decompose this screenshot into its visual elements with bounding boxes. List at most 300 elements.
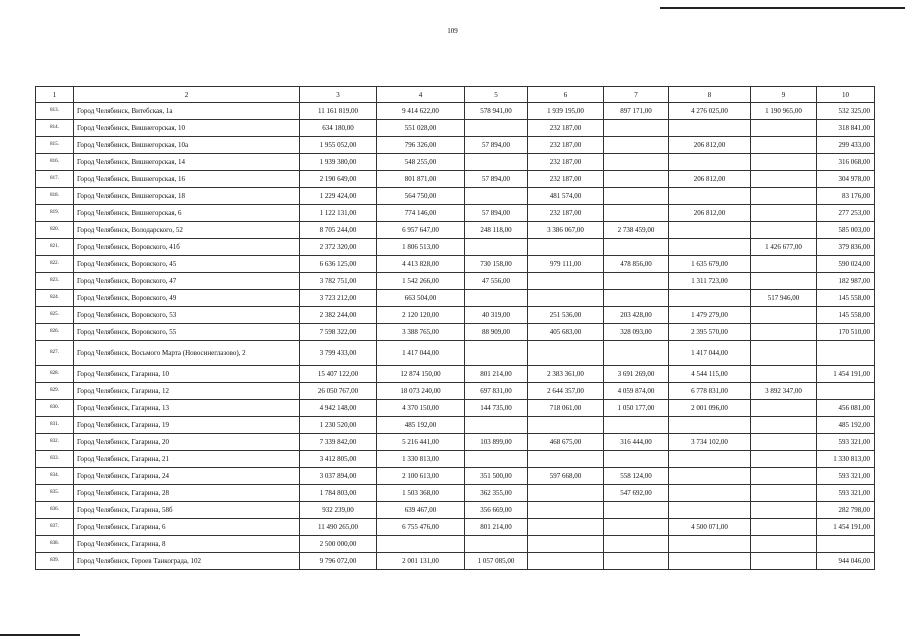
column-header: 5: [465, 87, 528, 103]
value-cell: 485 192,00: [817, 417, 875, 434]
value-cell: 1 311 723,00: [669, 273, 751, 290]
row-number-cell: 816.: [36, 154, 74, 171]
value-cell: 4 500 071,00: [669, 519, 751, 536]
value-cell: 1 454 191,00: [817, 519, 875, 536]
value-cell: [604, 536, 669, 553]
value-cell: [604, 519, 669, 536]
value-cell: 3 037 894,00: [300, 468, 377, 485]
value-cell: [751, 256, 817, 273]
value-cell: 1 784 803,00: [300, 485, 377, 502]
value-cell: 3 388 765,00: [377, 324, 465, 341]
table-row: [36, 383, 875, 400]
value-cell: [604, 290, 669, 307]
value-cell: 282 798,00: [817, 502, 875, 519]
value-cell: [465, 290, 528, 307]
row-number-cell: 829.: [36, 383, 74, 400]
value-cell: 1 230 520,00: [300, 417, 377, 434]
value-cell: 379 836,00: [817, 239, 875, 256]
value-cell: 206 812,00: [669, 137, 751, 154]
value-cell: 57 894,00: [465, 171, 528, 188]
value-cell: [751, 120, 817, 137]
value-cell: 1 122 131,00: [300, 205, 377, 222]
address-cell: Город Челябинск, Гагарина, 24: [74, 468, 300, 485]
value-cell: 362 355,00: [465, 485, 528, 502]
table-row: [36, 222, 875, 239]
value-cell: [465, 417, 528, 434]
value-cell: [604, 137, 669, 154]
value-cell: 3 412 805,00: [300, 451, 377, 468]
value-cell: [751, 324, 817, 341]
address-cell: Город Челябинск, Гагарина, 21: [74, 451, 300, 468]
column-header: 10: [817, 87, 875, 103]
value-cell: 318 841,00: [817, 120, 875, 137]
value-cell: 6 957 647,00: [377, 222, 465, 239]
table-row: [36, 273, 875, 290]
column-header: 6: [528, 87, 604, 103]
value-cell: 2 395 570,00: [669, 324, 751, 341]
value-cell: 1 417 044,00: [377, 341, 465, 366]
value-cell: 1 939 195,00: [528, 103, 604, 120]
value-cell: 328 093,00: [604, 324, 669, 341]
value-cell: 4 413 828,00: [377, 256, 465, 273]
value-cell: 585 003,00: [817, 222, 875, 239]
table-row: [36, 553, 875, 570]
value-cell: [751, 205, 817, 222]
value-cell: [669, 536, 751, 553]
value-cell: [817, 341, 875, 366]
table-row: [36, 400, 875, 417]
value-cell: 532 325,00: [817, 103, 875, 120]
column-header: 4: [377, 87, 465, 103]
value-cell: 2 644 357,00: [528, 383, 604, 400]
value-cell: 1 426 677,00: [751, 239, 817, 256]
value-cell: 88 909,00: [465, 324, 528, 341]
value-cell: 18 073 240,00: [377, 383, 465, 400]
value-cell: 932 239,00: [300, 502, 377, 519]
value-cell: [751, 536, 817, 553]
value-cell: [669, 502, 751, 519]
value-cell: 1 417 044,00: [669, 341, 751, 366]
value-cell: 206 812,00: [669, 205, 751, 222]
value-cell: [528, 341, 604, 366]
value-cell: 2 382 244,00: [300, 307, 377, 324]
value-cell: 232 187,00: [528, 137, 604, 154]
data-table: [35, 86, 875, 570]
value-cell: [751, 519, 817, 536]
value-cell: 979 111,00: [528, 256, 604, 273]
value-cell: 1 635 679,00: [669, 256, 751, 273]
value-cell: 2 100 613,00: [377, 468, 465, 485]
table-row: [36, 307, 875, 324]
value-cell: 1 806 513,00: [377, 239, 465, 256]
value-cell: [669, 120, 751, 137]
table-row: [36, 103, 875, 120]
value-cell: 4 544 115,00: [669, 366, 751, 383]
row-number-cell: 828.: [36, 366, 74, 383]
value-cell: 4 942 148,00: [300, 400, 377, 417]
value-cell: 2 001 131,00: [377, 553, 465, 570]
value-cell: [604, 154, 669, 171]
value-cell: 2 372 320,00: [300, 239, 377, 256]
value-cell: 57 894,00: [465, 205, 528, 222]
address-cell: Город Челябинск, Воровского, 47: [74, 273, 300, 290]
value-cell: 517 946,00: [751, 290, 817, 307]
value-cell: [528, 417, 604, 434]
value-cell: 4 276 025,00: [669, 103, 751, 120]
table-row: [36, 502, 875, 519]
value-cell: 6 636 125,00: [300, 256, 377, 273]
address-cell: Город Челябинск, Воровского, 41б: [74, 239, 300, 256]
column-header: 1: [36, 87, 74, 103]
value-cell: [751, 502, 817, 519]
address-cell: Город Челябинск, Вишнегорская, 10а: [74, 137, 300, 154]
value-cell: 144 735,00: [465, 400, 528, 417]
table-row: [36, 536, 875, 553]
row-number-cell: 824.: [36, 290, 74, 307]
value-cell: 3 723 212,00: [300, 290, 377, 307]
row-number-cell: 815.: [36, 137, 74, 154]
address-cell: Город Челябинск, Вишнегорская, 14: [74, 154, 300, 171]
table-row: [36, 468, 875, 485]
value-cell: [528, 273, 604, 290]
value-cell: 1 050 177,00: [604, 400, 669, 417]
address-cell: Город Челябинск, Гагарина, 6: [74, 519, 300, 536]
value-cell: [669, 468, 751, 485]
value-cell: 5 216 441,00: [377, 434, 465, 451]
value-cell: 299 433,00: [817, 137, 875, 154]
value-cell: 83 176,00: [817, 188, 875, 205]
address-cell: Город Челябинск, Воровского, 55: [74, 324, 300, 341]
value-cell: 1 479 279,00: [669, 307, 751, 324]
address-cell: Город Челябинск, Воровского, 45: [74, 256, 300, 273]
value-cell: 7 339 842,00: [300, 434, 377, 451]
value-cell: 3 734 102,00: [669, 434, 751, 451]
row-number-cell: 825.: [36, 307, 74, 324]
value-cell: 170 510,00: [817, 324, 875, 341]
value-cell: 11 161 819,00: [300, 103, 377, 120]
value-cell: [669, 485, 751, 502]
row-number-cell: 838.: [36, 536, 74, 553]
value-cell: 2 190 649,00: [300, 171, 377, 188]
value-cell: [669, 222, 751, 239]
address-cell: Город Челябинск, Гагарина, 13: [74, 400, 300, 417]
address-cell: Город Челябинск, Володарского, 52: [74, 222, 300, 239]
address-cell: Город Челябинск, Витебская, 1а: [74, 103, 300, 120]
value-cell: [751, 188, 817, 205]
value-cell: [751, 553, 817, 570]
value-cell: 597 668,00: [528, 468, 604, 485]
table-row: [36, 171, 875, 188]
value-cell: [669, 451, 751, 468]
value-cell: 801 214,00: [465, 366, 528, 383]
value-cell: 26 050 767,00: [300, 383, 377, 400]
table-row: [36, 256, 875, 273]
value-cell: 9 796 072,00: [300, 553, 377, 570]
value-cell: [528, 519, 604, 536]
address-cell: Город Челябинск, Воровского, 49: [74, 290, 300, 307]
value-cell: 801 871,00: [377, 171, 465, 188]
value-cell: [528, 502, 604, 519]
row-number-cell: 831.: [36, 417, 74, 434]
value-cell: 1 955 052,00: [300, 137, 377, 154]
value-cell: [377, 536, 465, 553]
value-cell: [751, 485, 817, 502]
value-cell: [528, 485, 604, 502]
value-cell: [751, 222, 817, 239]
value-cell: [528, 451, 604, 468]
address-cell: Город Челябинск, Воровского, 53: [74, 307, 300, 324]
table-body: [36, 103, 875, 570]
value-cell: 3 892 347,00: [751, 383, 817, 400]
value-cell: 774 146,00: [377, 205, 465, 222]
row-number-cell: 836.: [36, 502, 74, 519]
value-cell: 944 046,00: [817, 553, 875, 570]
column-header: 9: [751, 87, 817, 103]
row-number-cell: 834.: [36, 468, 74, 485]
value-cell: 2 120 120,00: [377, 307, 465, 324]
value-cell: 663 504,00: [377, 290, 465, 307]
value-cell: 547 692,00: [604, 485, 669, 502]
value-cell: 6 778 831,00: [669, 383, 751, 400]
value-cell: 897 171,00: [604, 103, 669, 120]
table-row: [36, 120, 875, 137]
row-number-cell: 837.: [36, 519, 74, 536]
column-header: 7: [604, 87, 669, 103]
value-cell: 232 187,00: [528, 120, 604, 137]
table-row: [36, 290, 875, 307]
value-cell: [751, 341, 817, 366]
address-cell: Город Челябинск, Вишнегорская, 10: [74, 120, 300, 137]
table-row: [36, 434, 875, 451]
value-cell: 801 214,00: [465, 519, 528, 536]
value-cell: 6 755 476,00: [377, 519, 465, 536]
table-row: [36, 137, 875, 154]
value-cell: 593 321,00: [817, 468, 875, 485]
row-number-cell: 817.: [36, 171, 74, 188]
value-cell: 558 124,00: [604, 468, 669, 485]
value-cell: [604, 341, 669, 366]
value-cell: 485 192,00: [377, 417, 465, 434]
address-cell: Город Челябинск, Вишнегорская, 6: [74, 205, 300, 222]
value-cell: [751, 273, 817, 290]
value-cell: 2 738 459,00: [604, 222, 669, 239]
table-row: [36, 154, 875, 171]
value-cell: 478 856,00: [604, 256, 669, 273]
value-cell: 232 187,00: [528, 171, 604, 188]
row-number-cell: 822.: [36, 256, 74, 273]
value-cell: [604, 273, 669, 290]
value-cell: 697 831,00: [465, 383, 528, 400]
column-header: 8: [669, 87, 751, 103]
value-cell: 548 255,00: [377, 154, 465, 171]
row-number-cell: 833.: [36, 451, 74, 468]
value-cell: [465, 451, 528, 468]
value-cell: 593 321,00: [817, 434, 875, 451]
value-cell: [751, 154, 817, 171]
value-cell: [669, 290, 751, 307]
row-number-cell: 826.: [36, 324, 74, 341]
address-cell: Город Челябинск, Гагарина, 28: [74, 485, 300, 502]
value-cell: 3 799 433,00: [300, 341, 377, 366]
value-cell: [465, 188, 528, 205]
row-number-cell: 814.: [36, 120, 74, 137]
value-cell: 11 490 265,00: [300, 519, 377, 536]
top-rule: [660, 7, 905, 9]
value-cell: 277 253,00: [817, 205, 875, 222]
value-cell: 57 894,00: [465, 137, 528, 154]
address-cell: Город Челябинск, Героев Танкограда, 102: [74, 553, 300, 570]
value-cell: 1 542 266,00: [377, 273, 465, 290]
row-number-cell: 830.: [36, 400, 74, 417]
value-cell: 593 321,00: [817, 485, 875, 502]
table-row: [36, 205, 875, 222]
address-cell: Город Челябинск, Гагарина, 58б: [74, 502, 300, 519]
column-header: 2: [74, 87, 300, 103]
table-row: [36, 324, 875, 341]
table-row: [36, 485, 875, 502]
value-cell: [604, 417, 669, 434]
address-cell: Город Челябинск, Гагарина, 20: [74, 434, 300, 451]
value-cell: 1 330 813,00: [377, 451, 465, 468]
value-cell: [751, 417, 817, 434]
row-number-cell: 832.: [36, 434, 74, 451]
value-cell: 8 705 244,00: [300, 222, 377, 239]
value-cell: [604, 239, 669, 256]
value-cell: 4 370 150,00: [377, 400, 465, 417]
table-row: [36, 366, 875, 383]
value-cell: 4 059 874,00: [604, 383, 669, 400]
row-number-cell: 820.: [36, 222, 74, 239]
value-cell: [751, 400, 817, 417]
value-cell: 639 467,00: [377, 502, 465, 519]
value-cell: [817, 383, 875, 400]
row-number-cell: 835.: [36, 485, 74, 502]
value-cell: [751, 434, 817, 451]
table-header-row: [36, 87, 875, 103]
value-cell: [751, 366, 817, 383]
value-cell: [528, 553, 604, 570]
value-cell: 564 750,00: [377, 188, 465, 205]
value-cell: 405 683,00: [528, 324, 604, 341]
value-cell: 1 454 191,00: [817, 366, 875, 383]
table-row: [36, 451, 875, 468]
value-cell: [669, 239, 751, 256]
value-cell: 47 556,00: [465, 273, 528, 290]
value-cell: 718 061,00: [528, 400, 604, 417]
value-cell: 182 987,00: [817, 273, 875, 290]
value-cell: 316 444,00: [604, 434, 669, 451]
value-cell: [751, 451, 817, 468]
value-cell: 634 180,00: [300, 120, 377, 137]
value-cell: 551 028,00: [377, 120, 465, 137]
value-cell: 248 118,00: [465, 222, 528, 239]
address-cell: Город Челябинск, Вишнегорская, 18: [74, 188, 300, 205]
table-row: [36, 341, 875, 366]
value-cell: 232 187,00: [528, 205, 604, 222]
table-row: [36, 188, 875, 205]
value-cell: [604, 205, 669, 222]
value-cell: [604, 171, 669, 188]
value-cell: [604, 188, 669, 205]
value-cell: 1 190 965,00: [751, 103, 817, 120]
value-cell: 796 326,00: [377, 137, 465, 154]
row-number-cell: 839.: [36, 553, 74, 570]
row-number-cell: 819.: [36, 205, 74, 222]
table-row: [36, 519, 875, 536]
page-number: 109: [447, 27, 458, 35]
value-cell: [465, 536, 528, 553]
value-cell: 456 081,00: [817, 400, 875, 417]
value-cell: 3 691 269,00: [604, 366, 669, 383]
value-cell: [528, 290, 604, 307]
value-cell: [528, 239, 604, 256]
value-cell: 15 407 122,00: [300, 366, 377, 383]
value-cell: 40 319,00: [465, 307, 528, 324]
value-cell: 2 500 000,00: [300, 536, 377, 553]
row-number-cell: 823.: [36, 273, 74, 290]
value-cell: 251 536,00: [528, 307, 604, 324]
value-cell: 3 386 067,00: [528, 222, 604, 239]
value-cell: 2 001 096,00: [669, 400, 751, 417]
value-cell: 12 874 150,00: [377, 366, 465, 383]
value-cell: [751, 468, 817, 485]
column-header: 3: [300, 87, 377, 103]
address-cell: Город Челябинск, Гагарина, 19: [74, 417, 300, 434]
value-cell: 206 812,00: [669, 171, 751, 188]
table-row: [36, 417, 875, 434]
value-cell: 1 503 368,00: [377, 485, 465, 502]
address-cell: Город Челябинск, Вишнегорская, 16: [74, 171, 300, 188]
value-cell: 356 669,00: [465, 502, 528, 519]
value-cell: [669, 553, 751, 570]
value-cell: 1 229 424,00: [300, 188, 377, 205]
address-cell: Город Челябинск, Гагарина, 8: [74, 536, 300, 553]
value-cell: [669, 154, 751, 171]
value-cell: 9 414 622,00: [377, 103, 465, 120]
value-cell: 316 068,00: [817, 154, 875, 171]
value-cell: [751, 307, 817, 324]
value-cell: 468 675,00: [528, 434, 604, 451]
value-cell: 145 558,00: [817, 307, 875, 324]
value-cell: 103 899,00: [465, 434, 528, 451]
value-cell: [751, 171, 817, 188]
value-cell: 232 187,00: [528, 154, 604, 171]
bottom-rule: [0, 634, 80, 636]
value-cell: [817, 536, 875, 553]
value-cell: [604, 502, 669, 519]
value-cell: 590 024,00: [817, 256, 875, 273]
value-cell: 1 939 380,00: [300, 154, 377, 171]
value-cell: 481 574,00: [528, 188, 604, 205]
address-cell: Город Челябинск, Восьмого Марта (Новосинеглазово), 2: [74, 341, 300, 366]
value-cell: [604, 451, 669, 468]
value-cell: [604, 120, 669, 137]
table-row: [36, 239, 875, 256]
value-cell: 1 330 813,00: [817, 451, 875, 468]
address-cell: Город Челябинск, Гагарина, 10: [74, 366, 300, 383]
value-cell: 578 941,00: [465, 103, 528, 120]
value-cell: [465, 154, 528, 171]
address-cell: Город Челябинск, Гагарина, 12: [74, 383, 300, 400]
value-cell: [751, 137, 817, 154]
value-cell: 730 158,00: [465, 256, 528, 273]
value-cell: 145 558,00: [817, 290, 875, 307]
value-cell: 7 598 322,00: [300, 324, 377, 341]
value-cell: [604, 553, 669, 570]
value-cell: [669, 188, 751, 205]
value-cell: 304 978,00: [817, 171, 875, 188]
row-number-cell: 821.: [36, 239, 74, 256]
